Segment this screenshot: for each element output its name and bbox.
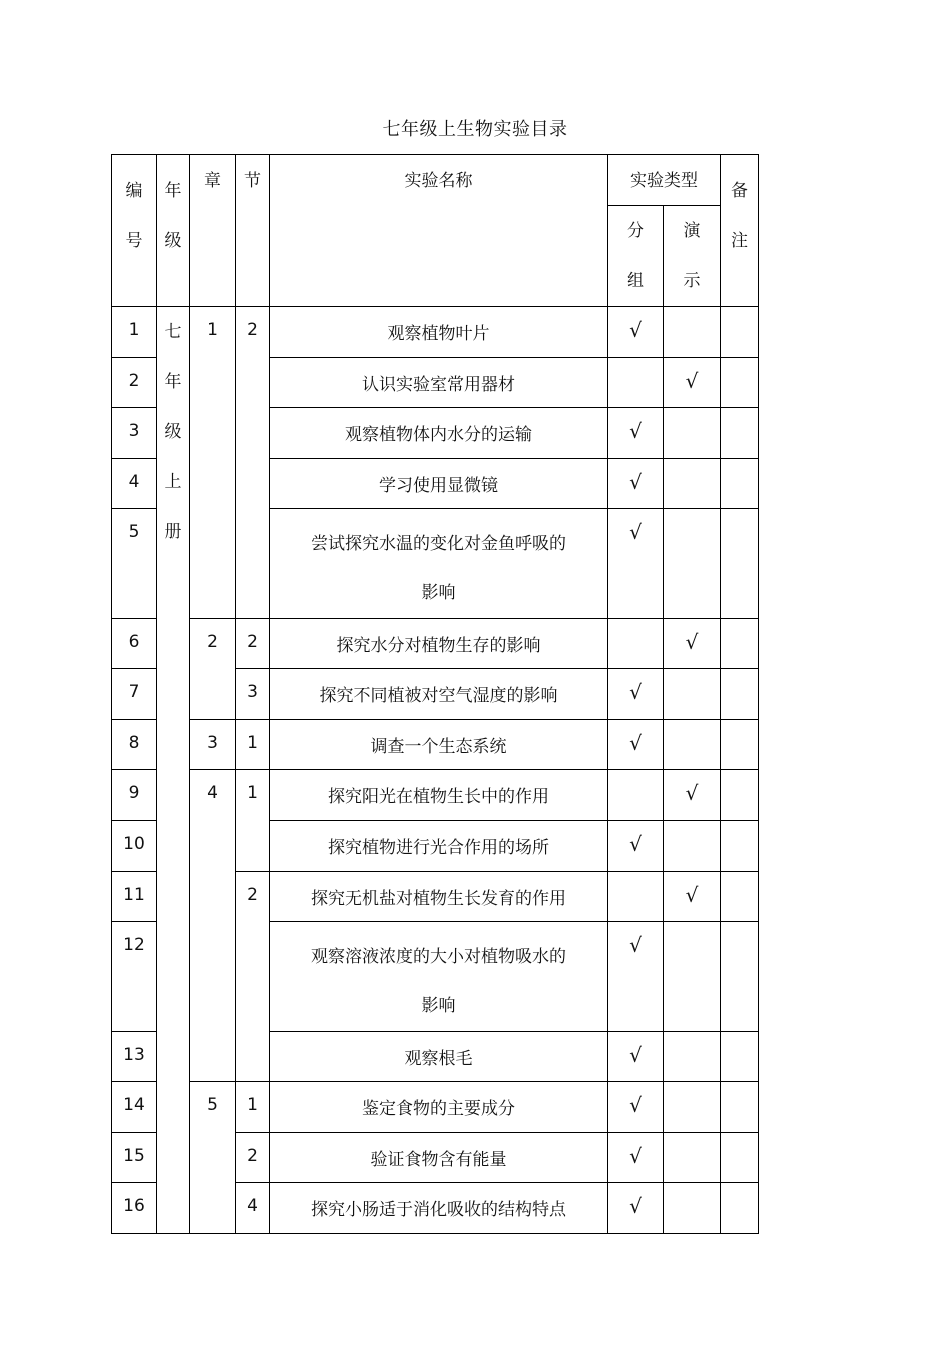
row-id: 9 xyxy=(112,770,157,821)
row-id: 12 xyxy=(112,922,157,1032)
note-cell xyxy=(721,358,759,408)
header-grade: 年 级 xyxy=(157,155,190,307)
demo-check xyxy=(664,307,721,358)
note-cell xyxy=(721,821,759,872)
note-cell xyxy=(721,720,759,770)
section-cell: 1 xyxy=(236,770,270,872)
demo-check: √ xyxy=(664,619,721,669)
experiment-name: 探究水分对植物生存的影响 xyxy=(270,619,608,669)
section-cell: 2 xyxy=(236,872,270,1082)
row-id: 10 xyxy=(112,821,157,872)
note-cell xyxy=(721,922,759,1032)
group-check: √ xyxy=(608,459,664,509)
demo-check: √ xyxy=(664,358,721,408)
demo-check xyxy=(664,821,721,872)
header-demo: 演 示 xyxy=(664,206,721,307)
experiment-name: 探究阳光在植物生长中的作用 xyxy=(270,770,608,821)
section-cell: 2 xyxy=(236,307,270,619)
row-id: 8 xyxy=(112,720,157,770)
row-id: 13 xyxy=(112,1032,157,1082)
experiment-name: 验证食物含有能量 xyxy=(270,1133,608,1183)
demo-check xyxy=(664,922,721,1032)
group-check: √ xyxy=(608,821,664,872)
demo-check: √ xyxy=(664,872,721,922)
section-cell: 3 xyxy=(236,669,270,720)
group-check xyxy=(608,358,664,408)
experiment-name: 学习使用显微镜 xyxy=(270,459,608,509)
experiment-name: 探究无机盐对植物生长发育的作用 xyxy=(270,872,608,922)
group-check: √ xyxy=(608,922,664,1032)
table-row xyxy=(112,1082,759,1133)
row-id: 1 xyxy=(112,307,157,358)
group-check: √ xyxy=(608,1082,664,1133)
group-check: √ xyxy=(608,1032,664,1082)
note-cell xyxy=(721,1032,759,1082)
group-check: √ xyxy=(608,408,664,459)
experiment-name: 观察植物叶片 xyxy=(270,307,608,358)
demo-check xyxy=(664,1183,721,1234)
row-id: 16 xyxy=(112,1183,157,1234)
chapter-cell: 3 xyxy=(190,720,236,770)
experiment-name: 观察根毛 xyxy=(270,1032,608,1082)
demo-check xyxy=(664,720,721,770)
note-cell xyxy=(721,459,759,509)
note-cell xyxy=(721,408,759,459)
demo-check xyxy=(664,459,721,509)
row-id: 3 xyxy=(112,408,157,459)
row-id: 4 xyxy=(112,459,157,509)
row-id: 7 xyxy=(112,669,157,720)
demo-check xyxy=(664,669,721,720)
header-type: 实验类型 xyxy=(608,155,721,206)
demo-check xyxy=(664,1082,721,1133)
header-chapter: 章 xyxy=(190,155,236,307)
grade-cell: 七 年 级 上 册 xyxy=(157,307,190,1234)
page-title: 七年级上生物实验目录 xyxy=(382,119,568,140)
note-cell xyxy=(721,1183,759,1234)
section-cell: 4 xyxy=(236,1183,270,1234)
row-id: 11 xyxy=(112,872,157,922)
row-id: 2 xyxy=(112,358,157,408)
table-row xyxy=(112,720,759,770)
experiment-name: 调查一个生态系统 xyxy=(270,720,608,770)
section-cell: 2 xyxy=(236,1133,270,1183)
chapter-cell: 1 xyxy=(190,307,236,619)
demo-check xyxy=(664,1032,721,1082)
group-check: √ xyxy=(608,509,664,619)
note-cell xyxy=(721,307,759,358)
experiment-name: 鉴定食物的主要成分 xyxy=(270,1082,608,1133)
header-group: 分 组 xyxy=(608,206,664,307)
demo-check xyxy=(664,509,721,619)
section-cell: 1 xyxy=(236,720,270,770)
experiment-name: 探究小肠适于消化吸收的结构特点 xyxy=(270,1183,608,1234)
chapter-cell: 4 xyxy=(190,770,236,1082)
table-row xyxy=(112,619,759,669)
chapter-cell: 2 xyxy=(190,619,236,720)
group-check: √ xyxy=(608,1133,664,1183)
header-note: 备 注 xyxy=(721,155,759,307)
experiment-name: 观察溶液浓度的大小对植物吸水的 影响 xyxy=(270,922,608,1032)
group-check xyxy=(608,872,664,922)
demo-check xyxy=(664,1133,721,1183)
note-cell xyxy=(721,770,759,821)
section-cell: 1 xyxy=(236,1082,270,1133)
header-name: 实验名称 xyxy=(270,155,608,307)
chapter-cell: 5 xyxy=(190,1082,236,1234)
row-id: 14 xyxy=(112,1082,157,1133)
note-cell xyxy=(721,509,759,619)
group-check xyxy=(608,770,664,821)
note-cell xyxy=(721,619,759,669)
experiment-name: 探究不同植被对空气湿度的影响 xyxy=(270,669,608,720)
row-id: 15 xyxy=(112,1133,157,1183)
demo-check xyxy=(664,408,721,459)
row-id: 5 xyxy=(112,509,157,619)
group-check xyxy=(608,619,664,669)
note-cell xyxy=(721,1133,759,1183)
note-cell xyxy=(721,872,759,922)
section-cell: 2 xyxy=(236,619,270,669)
group-check: √ xyxy=(608,307,664,358)
group-check: √ xyxy=(608,1183,664,1234)
header-id: 编 号 xyxy=(112,155,157,307)
table-row xyxy=(112,770,759,821)
experiment-name: 尝试探究水温的变化对金鱼呼吸的 影响 xyxy=(270,509,608,619)
experiment-name: 认识实验室常用器材 xyxy=(270,358,608,408)
group-check: √ xyxy=(608,669,664,720)
experiment-name: 探究植物进行光合作用的场所 xyxy=(270,821,608,872)
table-row xyxy=(112,307,759,358)
note-cell xyxy=(721,669,759,720)
note-cell xyxy=(721,1082,759,1133)
group-check: √ xyxy=(608,720,664,770)
row-id: 6 xyxy=(112,619,157,669)
header-section: 节 xyxy=(236,155,270,307)
experiment-name: 观察植物体内水分的运输 xyxy=(270,408,608,459)
demo-check: √ xyxy=(664,770,721,821)
experiment-table xyxy=(111,154,759,1234)
